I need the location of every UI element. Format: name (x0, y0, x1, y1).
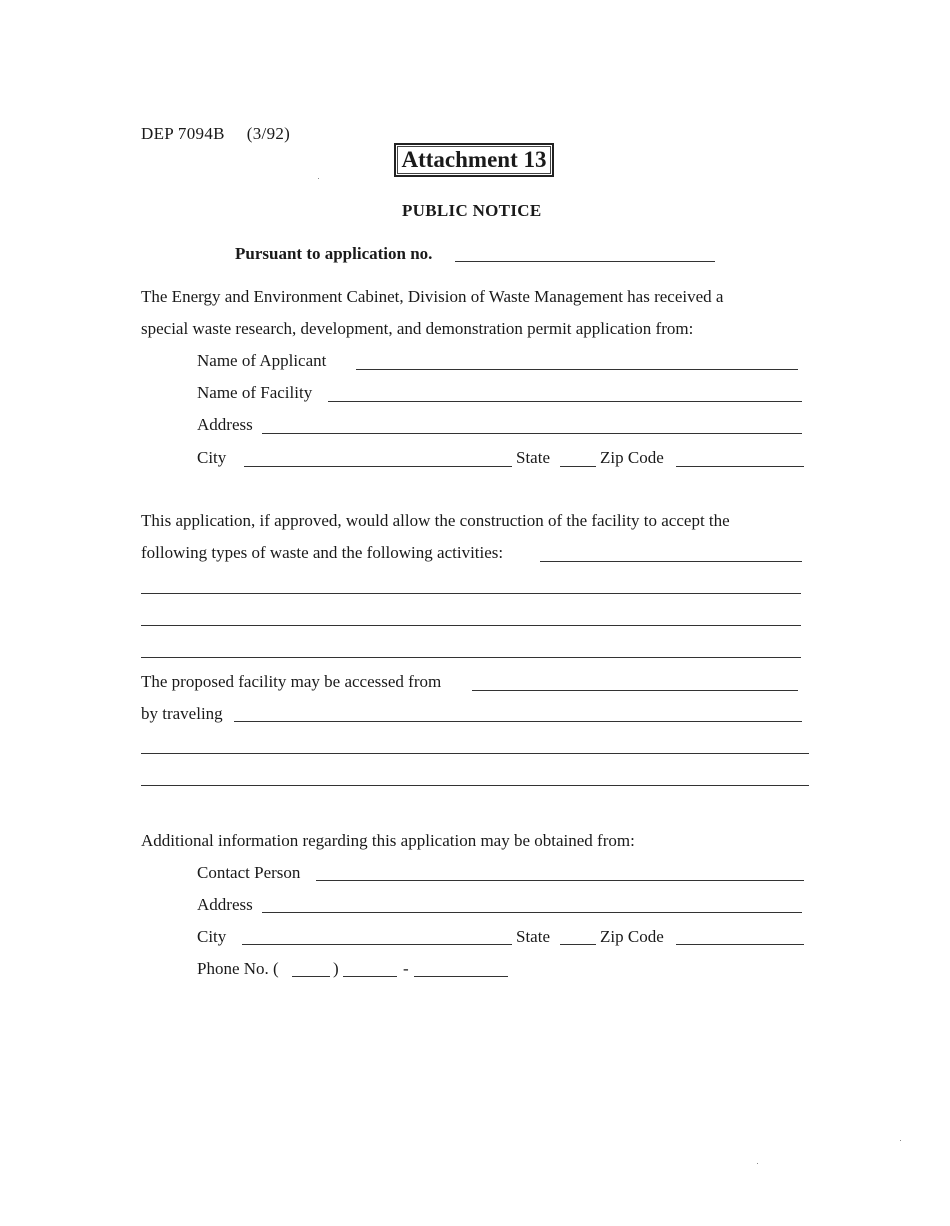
intro-line-1: The Energy and Environment Cabinet, Division of Waste Management has received a (141, 287, 724, 306)
applicant-state-label: State (516, 448, 550, 467)
traveling-label: by traveling (141, 704, 223, 723)
applicant-city-field[interactable] (244, 466, 512, 467)
traveling-field-1[interactable] (234, 721, 802, 722)
contact-city-field[interactable] (242, 944, 512, 945)
applicant-address-field[interactable] (262, 433, 802, 434)
applicant-address-label: Address (197, 415, 253, 434)
contact-person-field[interactable] (316, 880, 804, 881)
phone-prefix-field[interactable] (343, 976, 397, 977)
applicant-name-label: Name of Applicant (197, 351, 327, 370)
traveling-field-3[interactable] (141, 785, 809, 786)
scan-speck (757, 1163, 758, 1164)
phone-label: Phone No. ( (197, 959, 279, 978)
contact-city-label: City (197, 927, 227, 946)
contact-state-label: State (516, 927, 550, 946)
activities-field-1[interactable] (540, 561, 802, 562)
form-number-text: DEP 7094B (141, 124, 225, 143)
form-date: (3/92) (246, 124, 291, 143)
form-number (141, 124, 290, 144)
activities-line-1: This application, if approved, would allow the construction of the facility to accept the (141, 511, 730, 530)
contact-zip-field[interactable] (676, 944, 804, 945)
application-number-field[interactable] (455, 261, 715, 262)
contact-intro: Additional information regarding this application may be obtained from: (141, 831, 635, 850)
attachment-label-text: Attachment 13 (401, 147, 547, 172)
phone-close-paren: ) (333, 959, 339, 978)
intro-line-2: special waste research, development, and demonstration permit application from: (141, 319, 694, 338)
attachment-label (394, 143, 554, 177)
scan-speck (318, 178, 319, 179)
phone-area-code-field[interactable] (292, 976, 330, 977)
applicant-zip-label: Zip Code (600, 448, 664, 467)
applicant-name-field[interactable] (356, 369, 798, 370)
applicant-zip-field[interactable] (676, 466, 804, 467)
accessed-from-field[interactable] (472, 690, 798, 691)
applicant-state-field[interactable] (560, 466, 596, 467)
applicant-city-label: City (197, 448, 227, 467)
activities-field-4[interactable] (141, 657, 801, 658)
scan-speck (900, 1140, 901, 1141)
contact-address-field[interactable] (262, 912, 802, 913)
activities-field-2[interactable] (141, 593, 801, 594)
activities-field-3[interactable] (141, 625, 801, 626)
facility-name-label: Name of Facility (197, 383, 313, 402)
contact-zip-label: Zip Code (600, 927, 664, 946)
contact-person-label: Contact Person (197, 863, 301, 882)
phone-dash: - (403, 959, 409, 978)
facility-name-field[interactable] (328, 401, 802, 402)
contact-address-label: Address (197, 895, 253, 914)
traveling-field-2[interactable] (141, 753, 809, 754)
accessed-from-label: The proposed facility may be accessed from (141, 672, 442, 691)
page-title: PUBLIC NOTICE (402, 201, 542, 220)
pursuant-label: Pursuant to application no. (235, 244, 433, 263)
activities-line-2: following types of waste and the following activities: (141, 543, 504, 562)
contact-state-field[interactable] (560, 944, 596, 945)
phone-line-field[interactable] (414, 976, 508, 977)
